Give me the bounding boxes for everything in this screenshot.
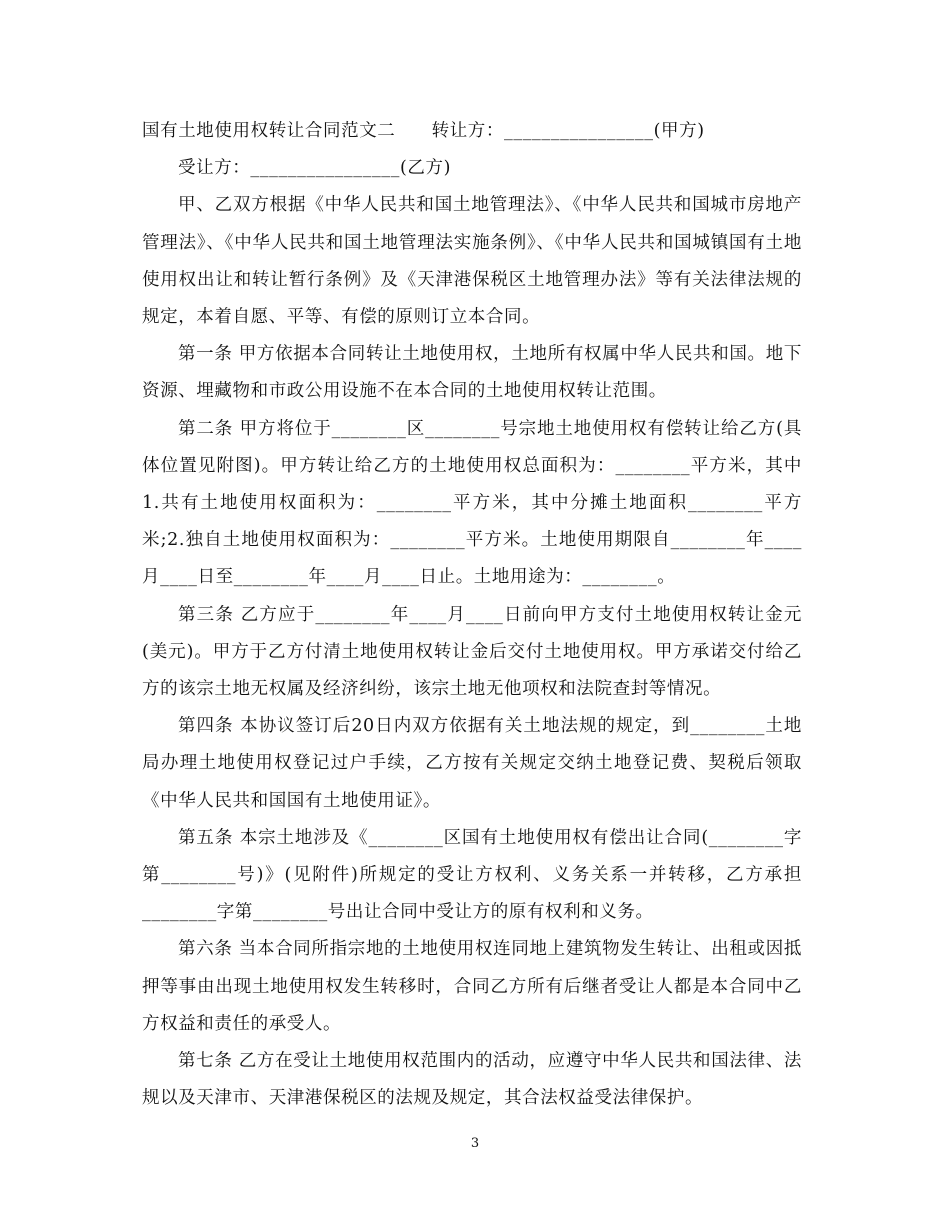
paragraph-article-3: 第三条 乙方应于________年____月____日前向甲方支付土地使用权转让金元(美元)。甲方于乙方付清土地使用权转让金后交付土地使用权。甲方承诺交付给乙方的该宗土地无权属及经济纠纷，该宗土地无他项权和法院查封等情况。 xyxy=(142,604,802,700)
page-number: 3 xyxy=(470,1136,480,1151)
paragraph-transferee: 受让方：________________(乙方) xyxy=(178,158,452,179)
paragraph-article-1: 第一条 甲方依据本合同转让土地使用权，土地所有权属中华人民共和国。地下资源、埋藏物和市政公用设施不在本合同的土地使用权转让范围。 xyxy=(142,344,802,402)
paragraph-article-6: 第六条 当本合同所指宗地的土地使用权连同地上建筑物发生转让、出租或因抵押等事由出现土地使用权发生转移时，合同乙方所有后继者受让人都是本合同中乙方权益和责任的承受人。 xyxy=(142,939,802,1034)
paragraph-article-4: 第四条 本协议签订后20日内双方依据有关土地法规的规定，到________土地局办理土地使用权登记过户手续，乙方按有关规定交纳土地登记费、契税后领取《中华人民共和国国有土地使用证》。 xyxy=(142,716,802,811)
document-title-line: 国有土地使用权转让合同范文二 转让方：________________(甲方) xyxy=(142,121,705,141)
paragraph-preamble: 甲、乙双方根据《中华人民共和国土地管理法》、《中华人民共和国城市房地产管理法》、《中华人民共和国土地管理法实施条例》、《中华人民共和国城镇国有土地使用权出让和转让暂行条例》及《天津港保税区土地管理办法》等有关法律法规的规定，本着自愿、平等、有偿的原则订立本合同。 xyxy=(142,195,802,328)
paragraph-article-5: 第五条 本宗土地涉及《________区国有土地使用权有偿出让合同(________字第________号)》(见附件)所规定的受让方权利、义务关系一并转移，乙方承担________字第________号出让合同中受让方的原有权利和义务。 xyxy=(142,827,802,923)
paragraph-article-7: 第七条 乙方在受让土地使用权范围内的活动，应遵守中华人民共和国法律、法规以及天津市、天津港保税区的法规及规定，其合法权益受法律保护。 xyxy=(142,1051,802,1109)
document-body xyxy=(142,113,802,1117)
paragraph-article-2: 第二条 甲方将位于________区________号宗地土地使用权有偿转让给乙方(具体位置见附图)。甲方转让给乙方的土地使用权总面积为：________平方米，其中1.共有土地使用权面积为：________平方米，其中分摊土地面积________平方米;2.独自土地使用权面积为：________平方米。土地使用期限自________年____月____日至________年____月____日止。土地用途为：________。 xyxy=(142,418,802,588)
